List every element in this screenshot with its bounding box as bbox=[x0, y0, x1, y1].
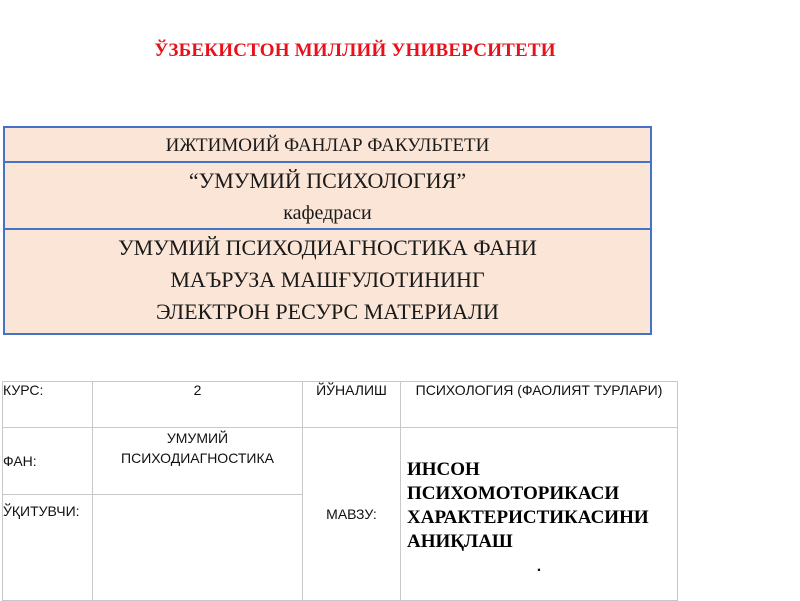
faculty-header-box bbox=[3, 126, 652, 335]
table-row bbox=[3, 428, 678, 495]
faculty-name: ИЖТИМОИЙ ФАНЛАР ФАКУЛЬТЕТИ bbox=[165, 135, 490, 156]
topic-trailing-mark: . bbox=[536, 558, 542, 575]
direction-value: ПСИХОЛОГИЯ (ФАОЛИЯТ ТУРЛАРИ) bbox=[401, 382, 678, 428]
teacher-value bbox=[93, 495, 303, 601]
topic-label: МАВЗУ: bbox=[303, 428, 401, 601]
subject-label: ФАН: bbox=[3, 428, 93, 495]
subject-value: УМУМИЙ ПСИХОДИАГНОСТИКА bbox=[93, 428, 303, 495]
header-divider bbox=[5, 161, 650, 163]
direction-label: ЙЎНАЛИШ bbox=[303, 382, 401, 428]
university-title: ЎЗБЕКИСТОН МИЛЛИЙ УНИВЕРСИТЕТИ bbox=[154, 40, 556, 61]
teacher-label: ЎҚИТУВЧИ: bbox=[3, 495, 93, 601]
resource-title-line: УМУМИЙ ПСИХОДИАГНОСТИКА ФАНИ bbox=[118, 235, 537, 260]
table-row bbox=[3, 382, 678, 428]
resource-title-line: ЭЛЕКТРОН РЕСУРС МАТЕРИАЛИ bbox=[156, 299, 499, 324]
course-label: КУРС: bbox=[3, 382, 93, 428]
course-value: 2 bbox=[93, 382, 303, 428]
topic-cell bbox=[401, 428, 678, 601]
topic-value: ИНСОН ПСИХОМОТОРИКАСИ ХАРАКТЕРИСТИКАСИНИ АНИҚЛАШ bbox=[407, 459, 649, 552]
course-info-table bbox=[2, 381, 678, 601]
header-divider bbox=[5, 228, 650, 230]
department-name: “УМУМИЙ ПСИХОЛОГИЯ” bbox=[188, 168, 467, 193]
department-label: кафедраси bbox=[283, 202, 372, 224]
resource-title-line: МАЪРУЗА МАШҒУЛОТИНИНГ bbox=[170, 267, 485, 292]
